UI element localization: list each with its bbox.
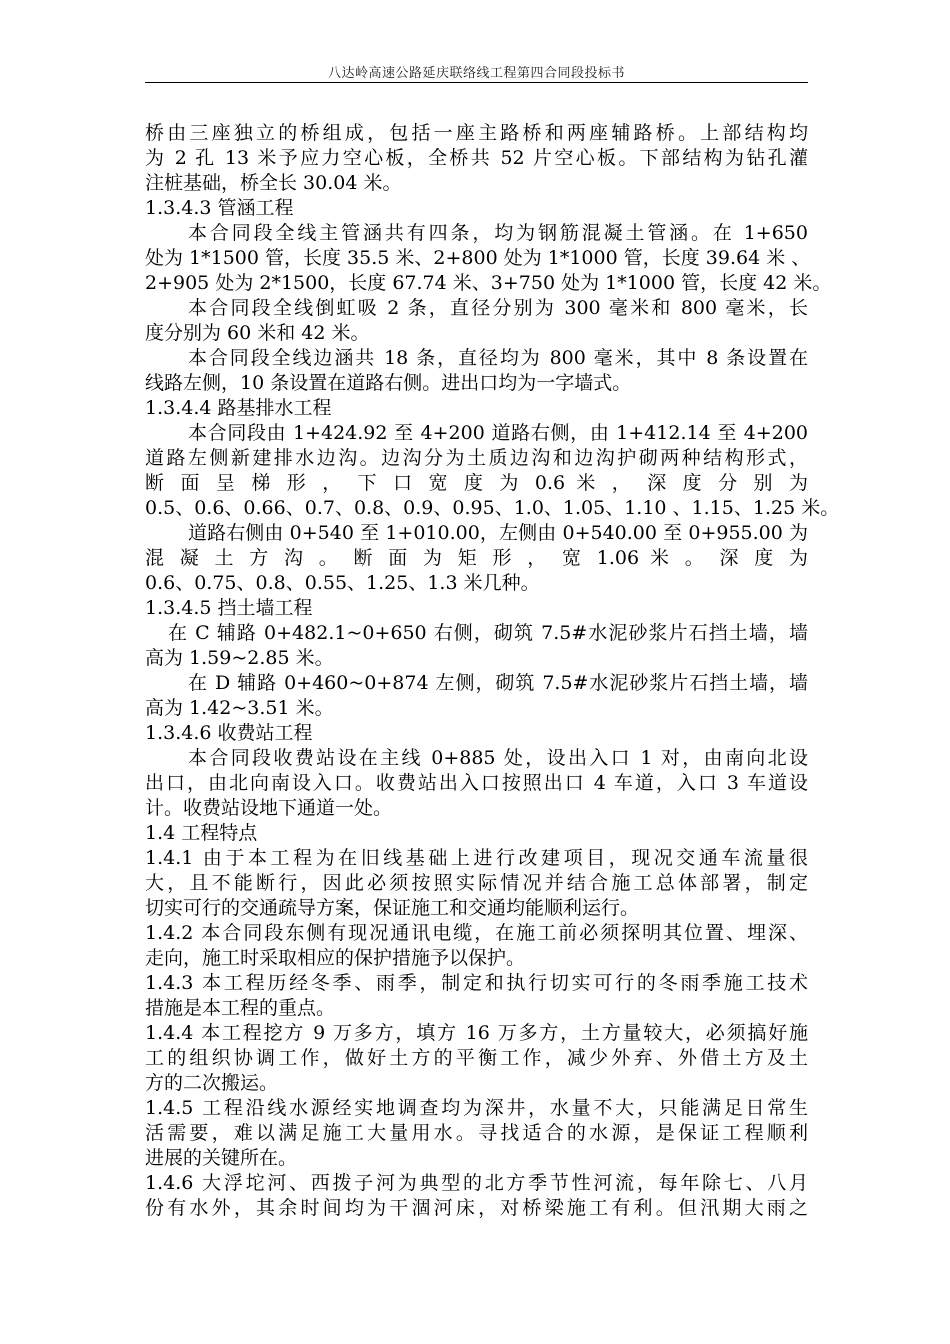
text-line: 本合同段全线倒虹吸 2 条，直径分别为 300 毫米和 800 毫米，长 (188, 297, 808, 319)
text-line: 本合同段收费站设在主线 0+885 处，设出入口 1 对，由南向北设 (188, 747, 808, 769)
text-line: 本合同段由 1+424.92 至 4+200 道路右侧，由 1+412.14 至 4+200 (188, 422, 808, 444)
text-line: 高为 1.42~3.51 米。 (145, 697, 334, 719)
text-line: 注桩基础，桥全长 30.04 米。 (145, 172, 402, 194)
text-line: 大，且不能断行，因此必须按照实际情况并结合施工总体部署，制定 (145, 872, 808, 894)
text-line: 道路左侧新建排水边沟。边沟分为土质边沟和边沟护砌两种结构形式， (145, 447, 808, 469)
text-line: 进展的关键所在。 (145, 1147, 298, 1169)
text-line: 1.4.2 本合同段东侧有现况通讯电缆，在施工前必须探明其位置、埋深、 (145, 922, 808, 944)
text-line: 本合同段全线主管涵共有四条，均为钢筋混凝土管涵。在 1+650 (188, 222, 808, 244)
text-line: 切实可行的交通疏导方案，保证施工和交通均能顺利运行。 (145, 897, 640, 919)
header-divider (145, 82, 808, 83)
text-line: 份有水外，其余时间均为干涸河床，对桥梁施工有利。但汛期大雨之 (145, 1197, 808, 1219)
text-line: 道路右侧由 0+540 至 1+010.00，左侧由 0+540.00 至 0+955.00 为 (188, 522, 808, 544)
text-line: 处为 1*1500 管，长度 35.5 米、2+800 处为 1*1000 管，长度 39.64 米 、 (145, 247, 811, 269)
text-line: 2+905 处为 2*1500，长度 67.74 米、3+750 处为 1*1000 管，长度 42 米。 (145, 272, 832, 294)
text-line: 在 C 辅路 0+482.1~0+650 右侧，砌筑 7.5#水泥砂浆片石挡土墙，墙 (168, 622, 808, 644)
text-line: 走向，施工时采取相应的保护措施予以保护。 (145, 947, 526, 969)
text-line: 0.6、0.75、0.8、0.55、1.25、1.3 米几种。 (145, 572, 540, 594)
text-line: 工的组织协调工作，做好土方的平衡工作，减少外弃、外借土方及土 (145, 1047, 808, 1069)
text-line: 1.3.4.6 收费站工程 (145, 722, 313, 744)
text-line: 线路左侧，10 条设置在道路右侧。进出口均为一字墙式。 (145, 372, 632, 394)
text-line: 1.4.1 由于本工程为在旧线基础上进行改建项目，现况交通车流量很 (145, 847, 808, 869)
text-line: 方的二次搬运。 (145, 1072, 279, 1094)
text-line: 措施是本工程的重点。 (145, 997, 336, 1019)
text-line: 1.4.3 本工程历经冬季、雨季，制定和执行切实可行的冬雨季施工技术 (145, 972, 808, 994)
page-header-title: 八达岭高速公路延庆联络线工程第四合同段投标书 (327, 66, 625, 81)
text-line: 在 D 辅路 0+460~0+874 左侧，砌筑 7.5#水泥砂浆片石挡土墙，墙 (188, 672, 808, 694)
document-body (145, 121, 840, 1221)
text-line: 1.4.5 工程沿线水源经实地调查均为深井，水量不大，只能满足日常生 (145, 1097, 808, 1119)
text-line: 1.4 工程特点 (145, 822, 258, 844)
text-line: 1.3.4.4 路基排水工程 (145, 397, 332, 419)
text-line: 1.4.4 本工程挖方 9 万多方，填方 16 万多方，土方量较大，必须搞好施 (145, 1022, 808, 1044)
text-line: 1.3.4.5 挡土墙工程 (145, 597, 313, 619)
text-line: 断 面 呈 梯 形 ， 下 口 宽 度 为 0.6 米 ， 深 度 分 别 为 (145, 472, 808, 494)
text-line: 为 2 孔 13 米予应力空心板，全桥共 52 片空心板。下部结构为钻孔灌 (145, 147, 808, 169)
text-line: 1.4.6 大浮坨河、西拨子河为典型的北方季节性河流，每年除七、八月 (145, 1172, 808, 1194)
text-line: 本合同段全线边涵共 18 条，直径均为 800 毫米，其中 8 条设置在 (188, 347, 808, 369)
text-line: 1.3.4.3 管涵工程 (145, 197, 294, 219)
text-line: 桥由三座独立的桥组成，包括一座主路桥和两座辅路桥。上部结构均 (145, 122, 808, 144)
text-line: 混 凝 土 方 沟 。 断 面 为 矩 形 ， 宽 1.06 米 。 深 度 为 (145, 547, 808, 569)
text-line: 活需要，难以满足施工大量用水。寻找适合的水源，是保证工程顺利 (145, 1122, 808, 1144)
text-line: 计。收费站设地下通道一处。 (145, 797, 393, 819)
text-line: 出口，由北向南设入口。收费站出入口按照出口 4 车道，入口 3 车道设 (145, 772, 808, 794)
text-line: 高为 1.59~2.85 米。 (145, 647, 334, 669)
text-line: 0.5、0.6、0.66、0.7、0.8、0.9、0.95、1.0、1.05、1.10 、1.15、1.25 米。 (145, 497, 840, 519)
text-line: 度分别为 60 米和 42 米。 (145, 322, 370, 344)
